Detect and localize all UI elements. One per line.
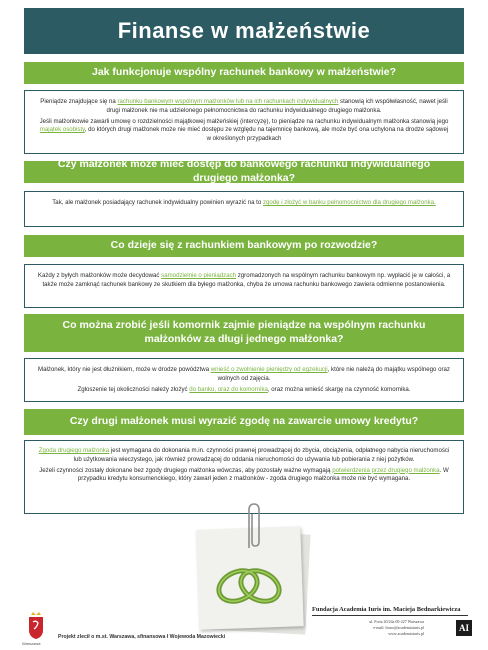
link-personal-property[interactable]: majątek osobisty — [39, 126, 85, 134]
foundation-block — [312, 606, 468, 637]
paper-clip-icon — [243, 502, 265, 552]
section-box-1 — [24, 90, 464, 154]
foundation-address: ul. Freta 20/24a 00-227 Warszawa e-mail: biuro@academiaiuris.pl www.academiaiuris.pl — [312, 619, 424, 637]
section-5-paragraph-2: Jeżeli czynności zostały dokonane bez zgody drugiego małżonka wówczas, aby pozostały ważne wymagają potwierdzenia przez drugiego małżonka. W przypadku kredytu konsumenckiego, który zawarł jeden z małżonków - zgoda drugiego małżonka może nie być wymagana. — [39, 466, 449, 483]
link-bank-and-bailiff[interactable]: do banku, oraz do komornika — [189, 385, 268, 393]
section-5-paragraph-1: Zgoda drugiego małżonka jest wymagana do dokonania m.in. czynności prawnej prowadzącej do zbycia, obciążenia, odpłatnego nabycia nieruchomości lub użytkowania wieczystego, jak również prowadzącej do oddania nieruchomości do używania lub pobierania z niej pożytków. — [38, 447, 450, 463]
section-2-paragraph-1: Tak, ale małżonek posiadający rachunek indywidualny powinien wyrazić na to zgodę i złożyć w banku pełnomocnictwo dla drugiego małżonka. — [52, 199, 436, 206]
section-1-paragraph-2: Jeśli małżonkowie zawarli umowę o rozdzielności majątkowej małżeńskiej (intercyzę), to pieniądze na rachunku indywidualnym małżonka stanowią jego majątek osobisty, do których drugi małżonek może nie mieć dostępu ze względu na tajemnicę bankową, ale może być ona uchylona na drodze sądowej w określonych przypadkach — [39, 117, 449, 143]
section-4-paragraph-1: Małżonek, który nie jest dłużnikiem, może w drodze powództwa wnieść o zwolnienie pieniędzy od egzekucji, które nie należą do majątku wspólnego oraz wolnych od zajęcia. — [38, 366, 450, 382]
section-box-4 — [24, 358, 464, 402]
link-release-from-enforcement[interactable]: wnieść o zwolnienie pieniędzy od egzekucji — [210, 366, 328, 373]
wedding-rings-icon — [210, 556, 290, 616]
section-heading-3: Co dzieje się z rachunkiem bankowym po rozwodzie? — [24, 235, 464, 257]
section-4-paragraph-2: Zgłoszenie tej okoliczności należy złożyć do banku, oraz do komornika, oraz można wnieść skargę na czynność komornika. — [77, 385, 411, 393]
project-funding-note: Projekt zlecił o m.st. Warszawa, sfinansowa ł Wojewoda Mazowiecki — [58, 634, 226, 640]
link-spouse-consent[interactable]: Zgoda drugiego małżonka — [38, 447, 110, 454]
page-title: Finanse w małżeństwie — [24, 8, 464, 54]
foundation-email[interactable]: e-mail: biuro@academiaiuris.pl — [373, 625, 424, 630]
section-heading-2: Czy małżonek może mieć dostęp do bankowego rachunku indywidualnego drugiego małżonka? — [24, 161, 464, 183]
foundation-name: Fundacja Academia Iuris im. Macieja Bednarkiewicza — [312, 606, 461, 613]
link-spouse-confirmation[interactable]: potwierdzenia przez drugiego małżonka — [332, 466, 440, 474]
section-heading-1: Jak funkcjonuje wspólny rachunek bankowy w małżeństwie? — [24, 62, 464, 84]
section-1-paragraph-1: Pieniądze znajdujące się na rachunku bankowym wspólnym małżonków lub na ich rachunkach indywidualnych stanowią ich współwłasność, nawet jeśli drugi małżonek nie ma udzielonego pełnomocnictwa do rachunku indywidualnego drugiego małżonka. — [40, 98, 448, 114]
section-heading-5: Czy drugi małżonek musi wyrazić zgodę na zawarcie umowy kredytu? — [24, 409, 464, 435]
crest-label: Warszawa — [22, 641, 41, 646]
link-consent-power-of-attorney[interactable]: zgodę i złożyć w banku pełnomocnictwo dla drugiego małżonka. — [262, 199, 436, 206]
footer-divider — [312, 615, 468, 616]
foundation-website[interactable]: www.academiaiuris.pl — [388, 631, 424, 636]
section-box-3 — [24, 264, 464, 308]
warsaw-crest-icon — [28, 612, 44, 640]
section-3-paragraph-1: Każdy z byłych małżonków może decydować samodzielnie o pieniądzach zgromadzonych na wspólnym rachunku bankowym np. wypłacić je w całości, a także może zamknąć rachunek bankowy ze skutkiem dla byłego małżonka, chyba że umowa rachunku bankowego zawiera odmienne postanowienia. — [37, 272, 451, 288]
academia-iuris-logo: AI — [456, 620, 472, 636]
section-heading-4: Co można zrobić jeśli komornik zajmie pieniądze na wspólnym rachunku małżonków za długi jednego małżonka? — [24, 314, 464, 352]
link-independent-decision[interactable]: samodzielnie o pieniądzach — [161, 272, 237, 279]
section-box-2 — [24, 191, 464, 227]
link-joint-account[interactable]: rachunku bankowym wspólnym małżonków lub na ich rachunkach indywidualnych — [117, 98, 339, 105]
